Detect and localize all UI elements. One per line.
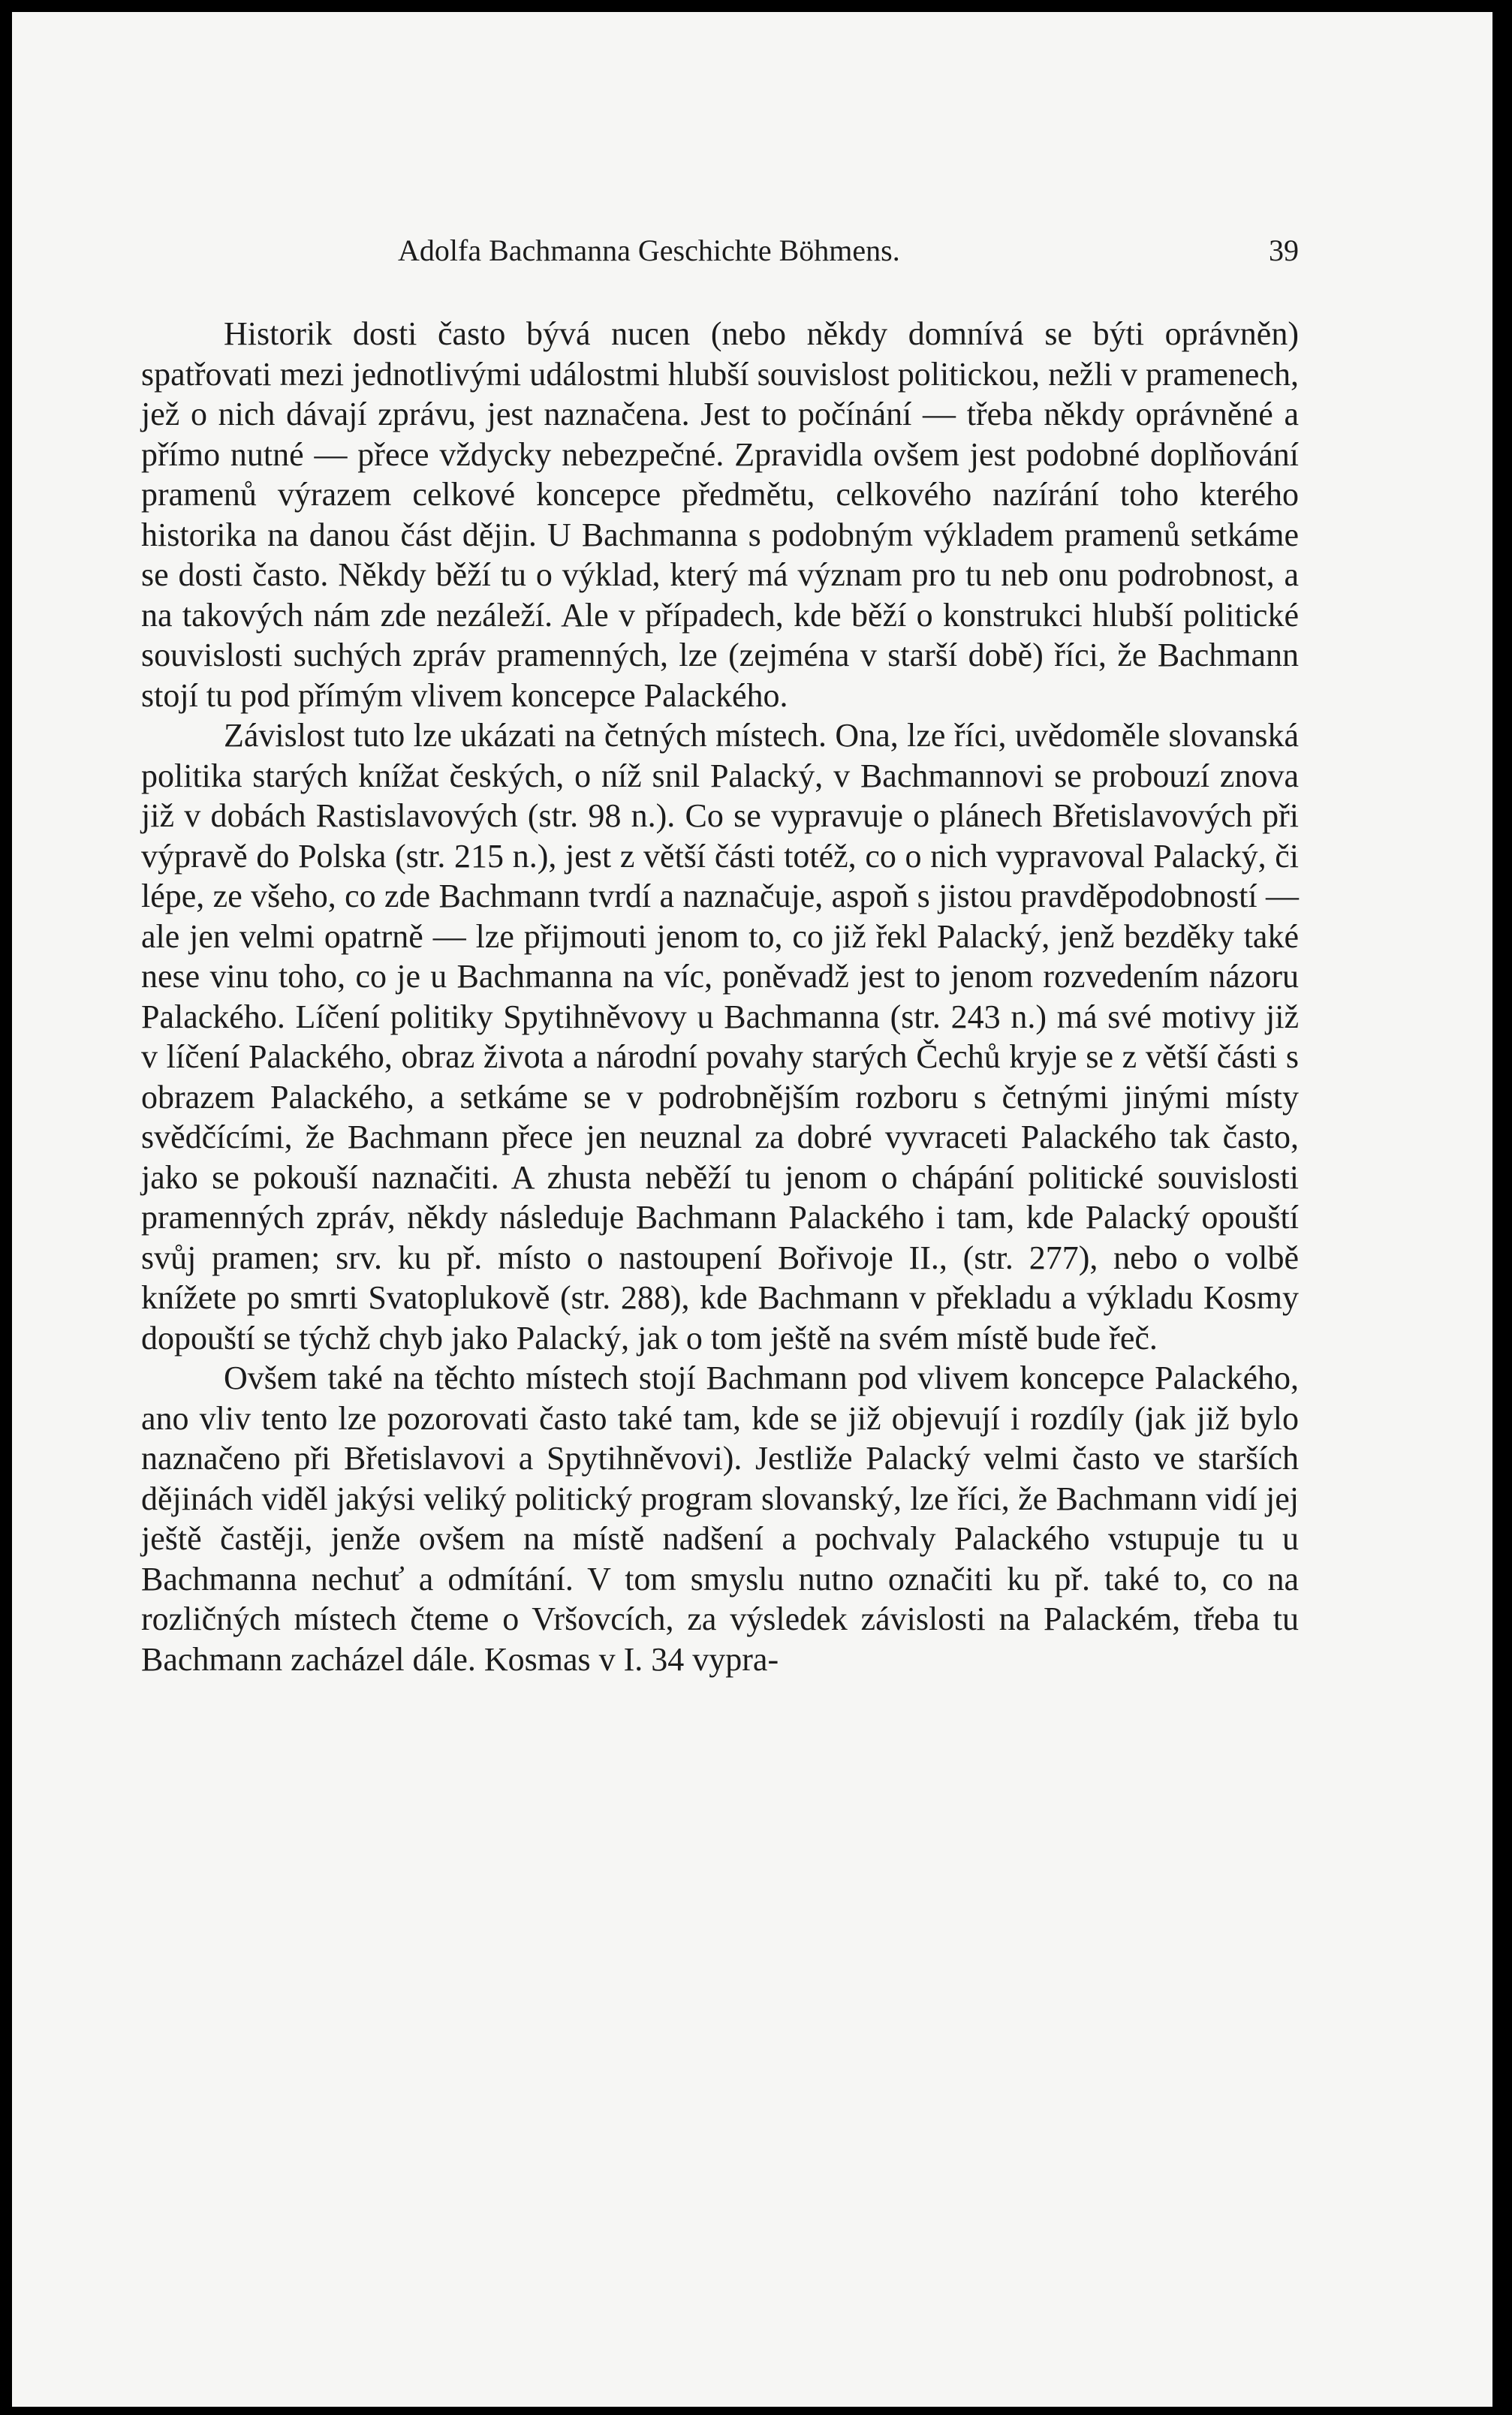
paragraph: Ovšem také na těchto místech stojí Bachmann pod vlivem koncepce Palackého, ano vliv tento lze pozorovati často také tam, kde se již objevují i rozdíly (jak již bylo naznačeno při Břetislavovi a Spytihněvovi). Jestliže Palacký velmi často ve starších dějinách viděl jakýsi veliký politický program slovanský, lze říci, že Bachmann vidí jej ještě častěji, jenže ovšem na místě nadšení a pochvaly Palackého vstupuje tu u Bachmanna nechuť a odmítání. V tom smyslu nutno označiti ku př. také to, co na rozličných místech čteme o Vršovcích, za výsledek závislosti na Palackém, třeba tu Bachmann zacházel dále. Kosmas v I. 34 vypra- [141,1360,1299,1678]
page-number: 39 [1269,233,1299,267]
scan-border [1492,12,1512,2415]
body-text [141,314,1299,1679]
paragraph: Historik dosti často bývá nucen (nebo někdy domnívá se býti oprávněn) spatřovati mezi jednotlivými událostmi hlubší souvislost politickou, nežli v pramenech, jež o nich dávají zprávu, jest naznačena. Jest to počínání — třeba někdy oprávněné a přímo nutné — přece vždycky nebezpečné. Zpravidla ovšem jest podobné doplňování pramenů výrazem celkové koncepce předmětu, celkového nazírání toho kterého historika na danou část dějin. U Bachmanna s podobným výkladem pramenů setkáme se dosti často. Někdy běží tu o výklad, který má význam pro tu neb onu podrobnost, a na takových nám zde nezáleží. Ale v případech, kde běží o konstrukci hlubší politické souvislosti suchých zpráv pramenných, lze (zejména v starší době) říci, že Bachmann stojí tu pod přímým vlivem koncepce Palackého. [141,315,1299,714]
header-title: Adolfa Bachmanna Geschichte Böhmens. [398,233,900,267]
running-header [398,228,1299,273]
paragraph: Závislost tuto lze ukázati na četných místech. Ona, lze říci, uvědoměle slovanská politika starých knížat českých, o níž snil Palacký, v Bachmannovi se probouzí znova již v dobách Rastislavových (str. 98 n.). Co se vypravuje o plánech Břetislavových při výpravě do Polska (str. 215 n.), jest z větší části totéž, co o nich vypravoval Palacký, či lépe, ze všeho, co zde Bachmann tvrdí a naznačuje, aspoň s jistou pravděpodobností — ale jen velmi opatrně — lze přijmouti jenom to, co již řekl Palacký, jenž bezděky také nese vinu toho, co je u Bachmanna na víc, poněvadž jest to jenom rozvedením názoru Palackého. Líčení politiky Spytihněvovy u Bachmanna (str. 243 n.) má své motivy již v líčení Palackého, obraz života a národní povahy starých Čechů kryje se z větší části s obrazem Palackého, a setkáme se v podrobnějším rozboru s četnými jinými místy svědčícími, že Bachmann přece jen neuznal za dobré vyvraceti Palackého tak často, jako se pokouší naznačiti. A zhusta neběží tu jenom o chápání politické souvislosti pramenných zpráv, někdy následuje Bachmann Palackého i tam, kde Palacký opouští svůj pramen; srv. ku př. místo o nastoupení Bořivoje II., (str. 277), nebo o volbě knížete po smrti Svatoplukově (str. 288), kde Bachmann v překladu a výkladu Kosmy dopouští se týchž chyb jako Palacký, jak o tom ještě na svém místě bude řeč. [141,717,1299,1357]
